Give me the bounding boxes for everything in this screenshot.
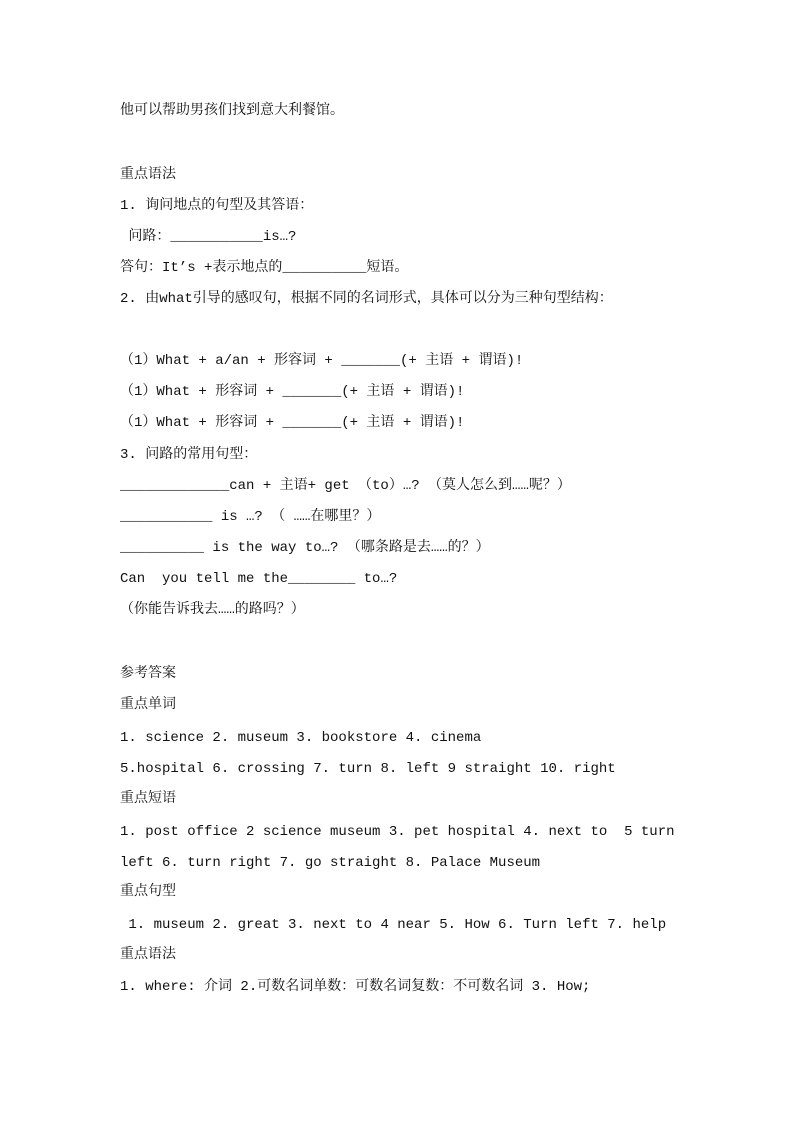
text-line: _____________can + 主语+ get （to）…? （莫人怎么到……呢？） <box>120 478 571 494</box>
text-line: 2. 由what引导的感叹句，根据不同的名词形式，具体可以分为三种句型结构： <box>120 291 613 307</box>
section-heading: 重点句型 <box>120 883 176 899</box>
section-heading: 重点短语 <box>120 790 176 806</box>
text-line: （1）What + a/an + 形容词 + _______(+ 主语 + 谓语)! <box>120 353 524 369</box>
text-line: 1. 询问地点的句型及其答语： <box>120 198 314 214</box>
text-line: （1）What + 形容词 + _______(+ 主语 + 谓语)! <box>120 384 465 400</box>
section-heading: 重点语法 <box>120 946 176 962</box>
text-line: Can you tell me the________ to…? <box>120 571 398 587</box>
text-line: 3. 问路的常用句型： <box>120 447 258 463</box>
text-line: ___________ is …? （ ……在哪里？） <box>120 509 381 525</box>
section-heading: 参考答案 <box>120 665 176 681</box>
text-line: 问路：___________is…? <box>120 229 297 245</box>
text-line: 1. science 2. museum 3. bookstore 4. cinema <box>120 730 482 746</box>
text-line: （你能告诉我去……的路吗？） <box>120 602 305 618</box>
text-line: 5.hospital 6. crossing 7. turn 8. left 9 straight 10. right <box>120 761 616 777</box>
section-heading: 重点语法 <box>120 166 176 182</box>
section-heading: 重点单词 <box>120 696 176 712</box>
text-line: 答句：It’s +表示地点的__________短语。 <box>120 260 409 276</box>
text-line: 1. where: 介词 2.可数名词单数：可数名词复数：不可数名词 3. How; <box>120 979 591 995</box>
text-line: left 6. turn right 7. go straight 8. Palace Museum <box>120 855 541 871</box>
text-line: （1）What + 形容词 + _______(+ 主语 + 谓语)! <box>120 415 465 431</box>
text-line: __________ is the way to…? （哪条路是去……的？） <box>120 540 490 556</box>
text-line: 他可以帮助男孩们找到意大利餐馆。 <box>120 103 344 119</box>
text-line: 1. museum 2. great 3. next to 4 near 5. How 6. Turn left 7. help <box>120 917 667 933</box>
text-line: 1. post office 2 science museum 3. pet hospital 4. next to 5 turn <box>120 824 675 840</box>
